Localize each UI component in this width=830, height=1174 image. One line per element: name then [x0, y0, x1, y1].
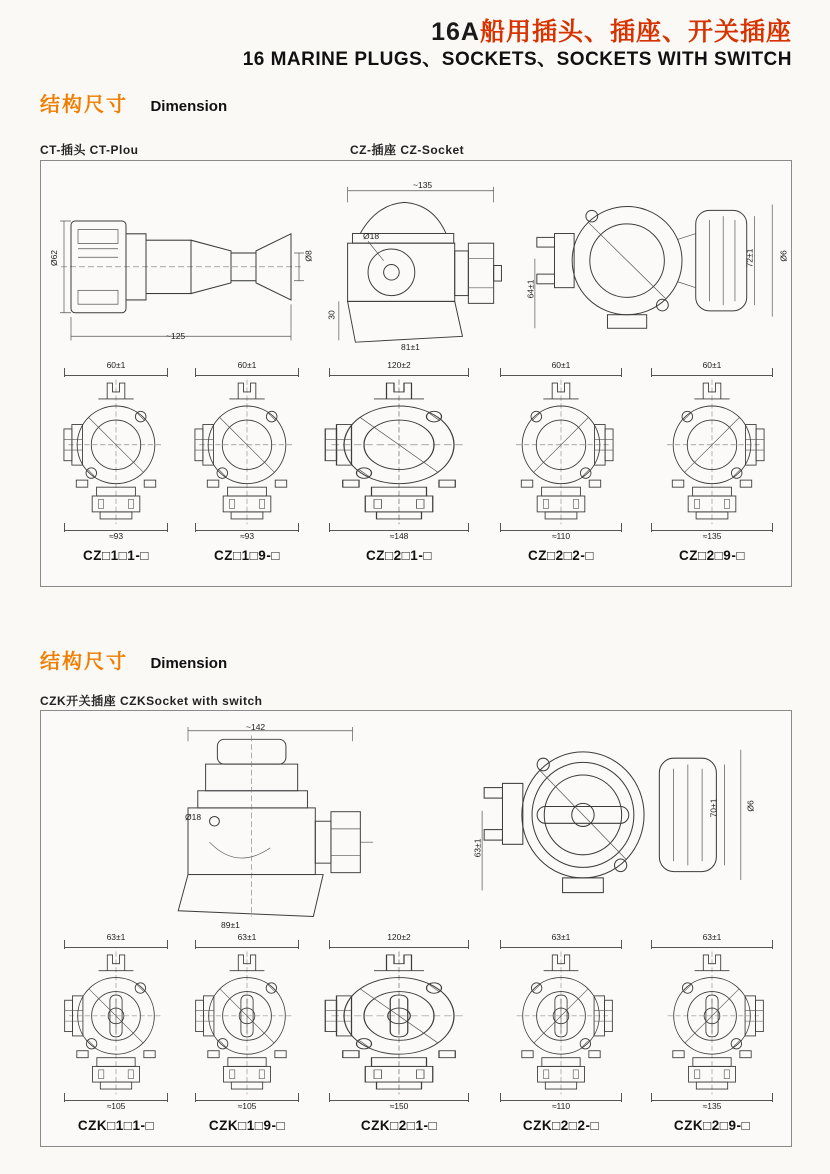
model-code: CZ□1□1-□ [83, 547, 149, 563]
dim-bottom: ≈148 [319, 526, 479, 541]
dim-top: 63±1 [188, 933, 306, 948]
czk-figure-2 [188, 933, 306, 1133]
model-code: CZK□2□2-□ [522, 1117, 600, 1133]
dim-top: 63±1 [492, 933, 630, 948]
model-code: CZ□2□2-□ [528, 547, 594, 563]
model-code: CZ□2□9-□ [679, 547, 745, 563]
dim-bottom: ≈135 [643, 526, 781, 541]
plug-dim-tip: Ø8 [303, 250, 314, 262]
cz-figure-4 [492, 361, 630, 563]
dim-bottom: ≈150 [319, 1096, 479, 1111]
label-ct-plug: CT-插头 CT-Plou [40, 143, 139, 157]
dim-top: 120±2 [319, 361, 479, 376]
cz-figure-1 [57, 361, 175, 563]
switch-socket-figure-mirrored [653, 948, 771, 1096]
dim-top: 120±2 [319, 933, 479, 948]
socket-front-figure [61, 376, 171, 526]
socket-front-dim-right: 72±1 [744, 248, 755, 268]
dim-bottom: ≈93 [57, 526, 175, 541]
dim-bottom: ≈105 [57, 1096, 175, 1111]
dim-top: 63±1 [643, 933, 781, 948]
dim-bottom: ≈110 [492, 526, 630, 541]
socket-front-figure-mirrored [502, 376, 620, 526]
socket-front-figure-wide [324, 376, 474, 526]
title-english: 16 MARINE PLUGS、SOCKETS、SOCKETS WITH SWITCH [242, 48, 792, 70]
label-czk-socket: CZK开关插座 CZKSocket with switch [40, 694, 263, 708]
czk-front-dim-outer: Ø6 [745, 800, 756, 812]
switch-socket-figure [61, 948, 171, 1096]
section2-heading [40, 645, 227, 674]
cz-socket-side-drawing [326, 180, 518, 352]
model-code: CZK□2□9-□ [673, 1117, 751, 1133]
czk-figure-1 [57, 933, 175, 1133]
label-cz-socket: CZ-插座 CZ-Socket [350, 143, 465, 157]
cz-figure-row [57, 361, 781, 563]
dim-top: 63±1 [57, 933, 175, 948]
dim-bottom: ≈93 [188, 526, 306, 541]
czk-side-dim-base: 89±1 [221, 920, 240, 930]
cz-figure-2 [188, 361, 306, 563]
socket-front-figure [192, 376, 302, 526]
dim-top: 60±1 [492, 361, 630, 376]
dim-top: 60±1 [57, 361, 175, 376]
czk-figure-3 [319, 933, 479, 1133]
czk-figure-5 [643, 933, 781, 1133]
title-line1 [0, 18, 792, 47]
socket-front-dim-outer: Ø6 [778, 250, 789, 262]
section1-heading-en: Dimension [150, 98, 228, 115]
section1-heading [40, 88, 227, 117]
model-code: CZK□1□1-□ [77, 1117, 155, 1133]
cz-figure-5 [643, 361, 781, 563]
czk-front-drawing [472, 733, 756, 901]
socket-side-dim-left: 30 [326, 310, 337, 320]
switch-socket-figure-wide [324, 948, 474, 1096]
czk-side-drawing [141, 722, 376, 930]
ct-plug-side-drawing [49, 189, 314, 349]
model-code: CZK□1□9-□ [208, 1117, 286, 1133]
dim-top: 60±1 [643, 361, 781, 376]
socket-side-dim-base: 81±1 [401, 342, 420, 352]
czk-dimension-panel [40, 710, 792, 1147]
czk-figure-4 [492, 933, 630, 1133]
czk-front-dim-right: 70±1 [708, 798, 719, 818]
section2-heading-en: Dimension [150, 655, 228, 672]
model-code: CZK□2□1-□ [360, 1117, 438, 1133]
page-title [0, 18, 792, 71]
socket-front-dim-left: 64±1 [525, 279, 536, 299]
czk-side-dim-hole: Ø18 [185, 812, 202, 822]
title-prefix: 16A [431, 18, 480, 46]
model-code: CZ□2□1-□ [366, 547, 432, 563]
title-chinese: 船用插头、插座、开关插座 [479, 18, 792, 46]
model-code: CZ□1□9-□ [214, 547, 280, 563]
switch-socket-figure [192, 948, 302, 1096]
dim-bottom: ≈110 [492, 1096, 630, 1111]
czk-front-dim-left: 63±1 [472, 838, 483, 858]
czk-side-dim-width: ~142 [246, 722, 266, 732]
czk-figure-row [57, 933, 781, 1133]
switch-socket-figure-mirrored [502, 948, 620, 1096]
cz-socket-front-drawing [525, 191, 789, 336]
cz-dimension-panel [40, 160, 792, 587]
socket-side-dim-width: ~135 [413, 180, 433, 190]
plug-dim-length: ~125 [166, 331, 186, 341]
section2-heading-cn: 结构尺寸 [40, 651, 128, 673]
socket-front-figure-mirrored [653, 376, 771, 526]
socket-side-dim-hole: Ø18 [363, 231, 380, 241]
section1-heading-cn: 结构尺寸 [40, 94, 128, 116]
dim-bottom: ≈135 [643, 1096, 781, 1111]
dim-bottom: ≈105 [188, 1096, 306, 1111]
plug-dim-diameter: Ø62 [49, 249, 60, 267]
dim-top: 60±1 [188, 361, 306, 376]
cz-figure-3 [319, 361, 479, 563]
